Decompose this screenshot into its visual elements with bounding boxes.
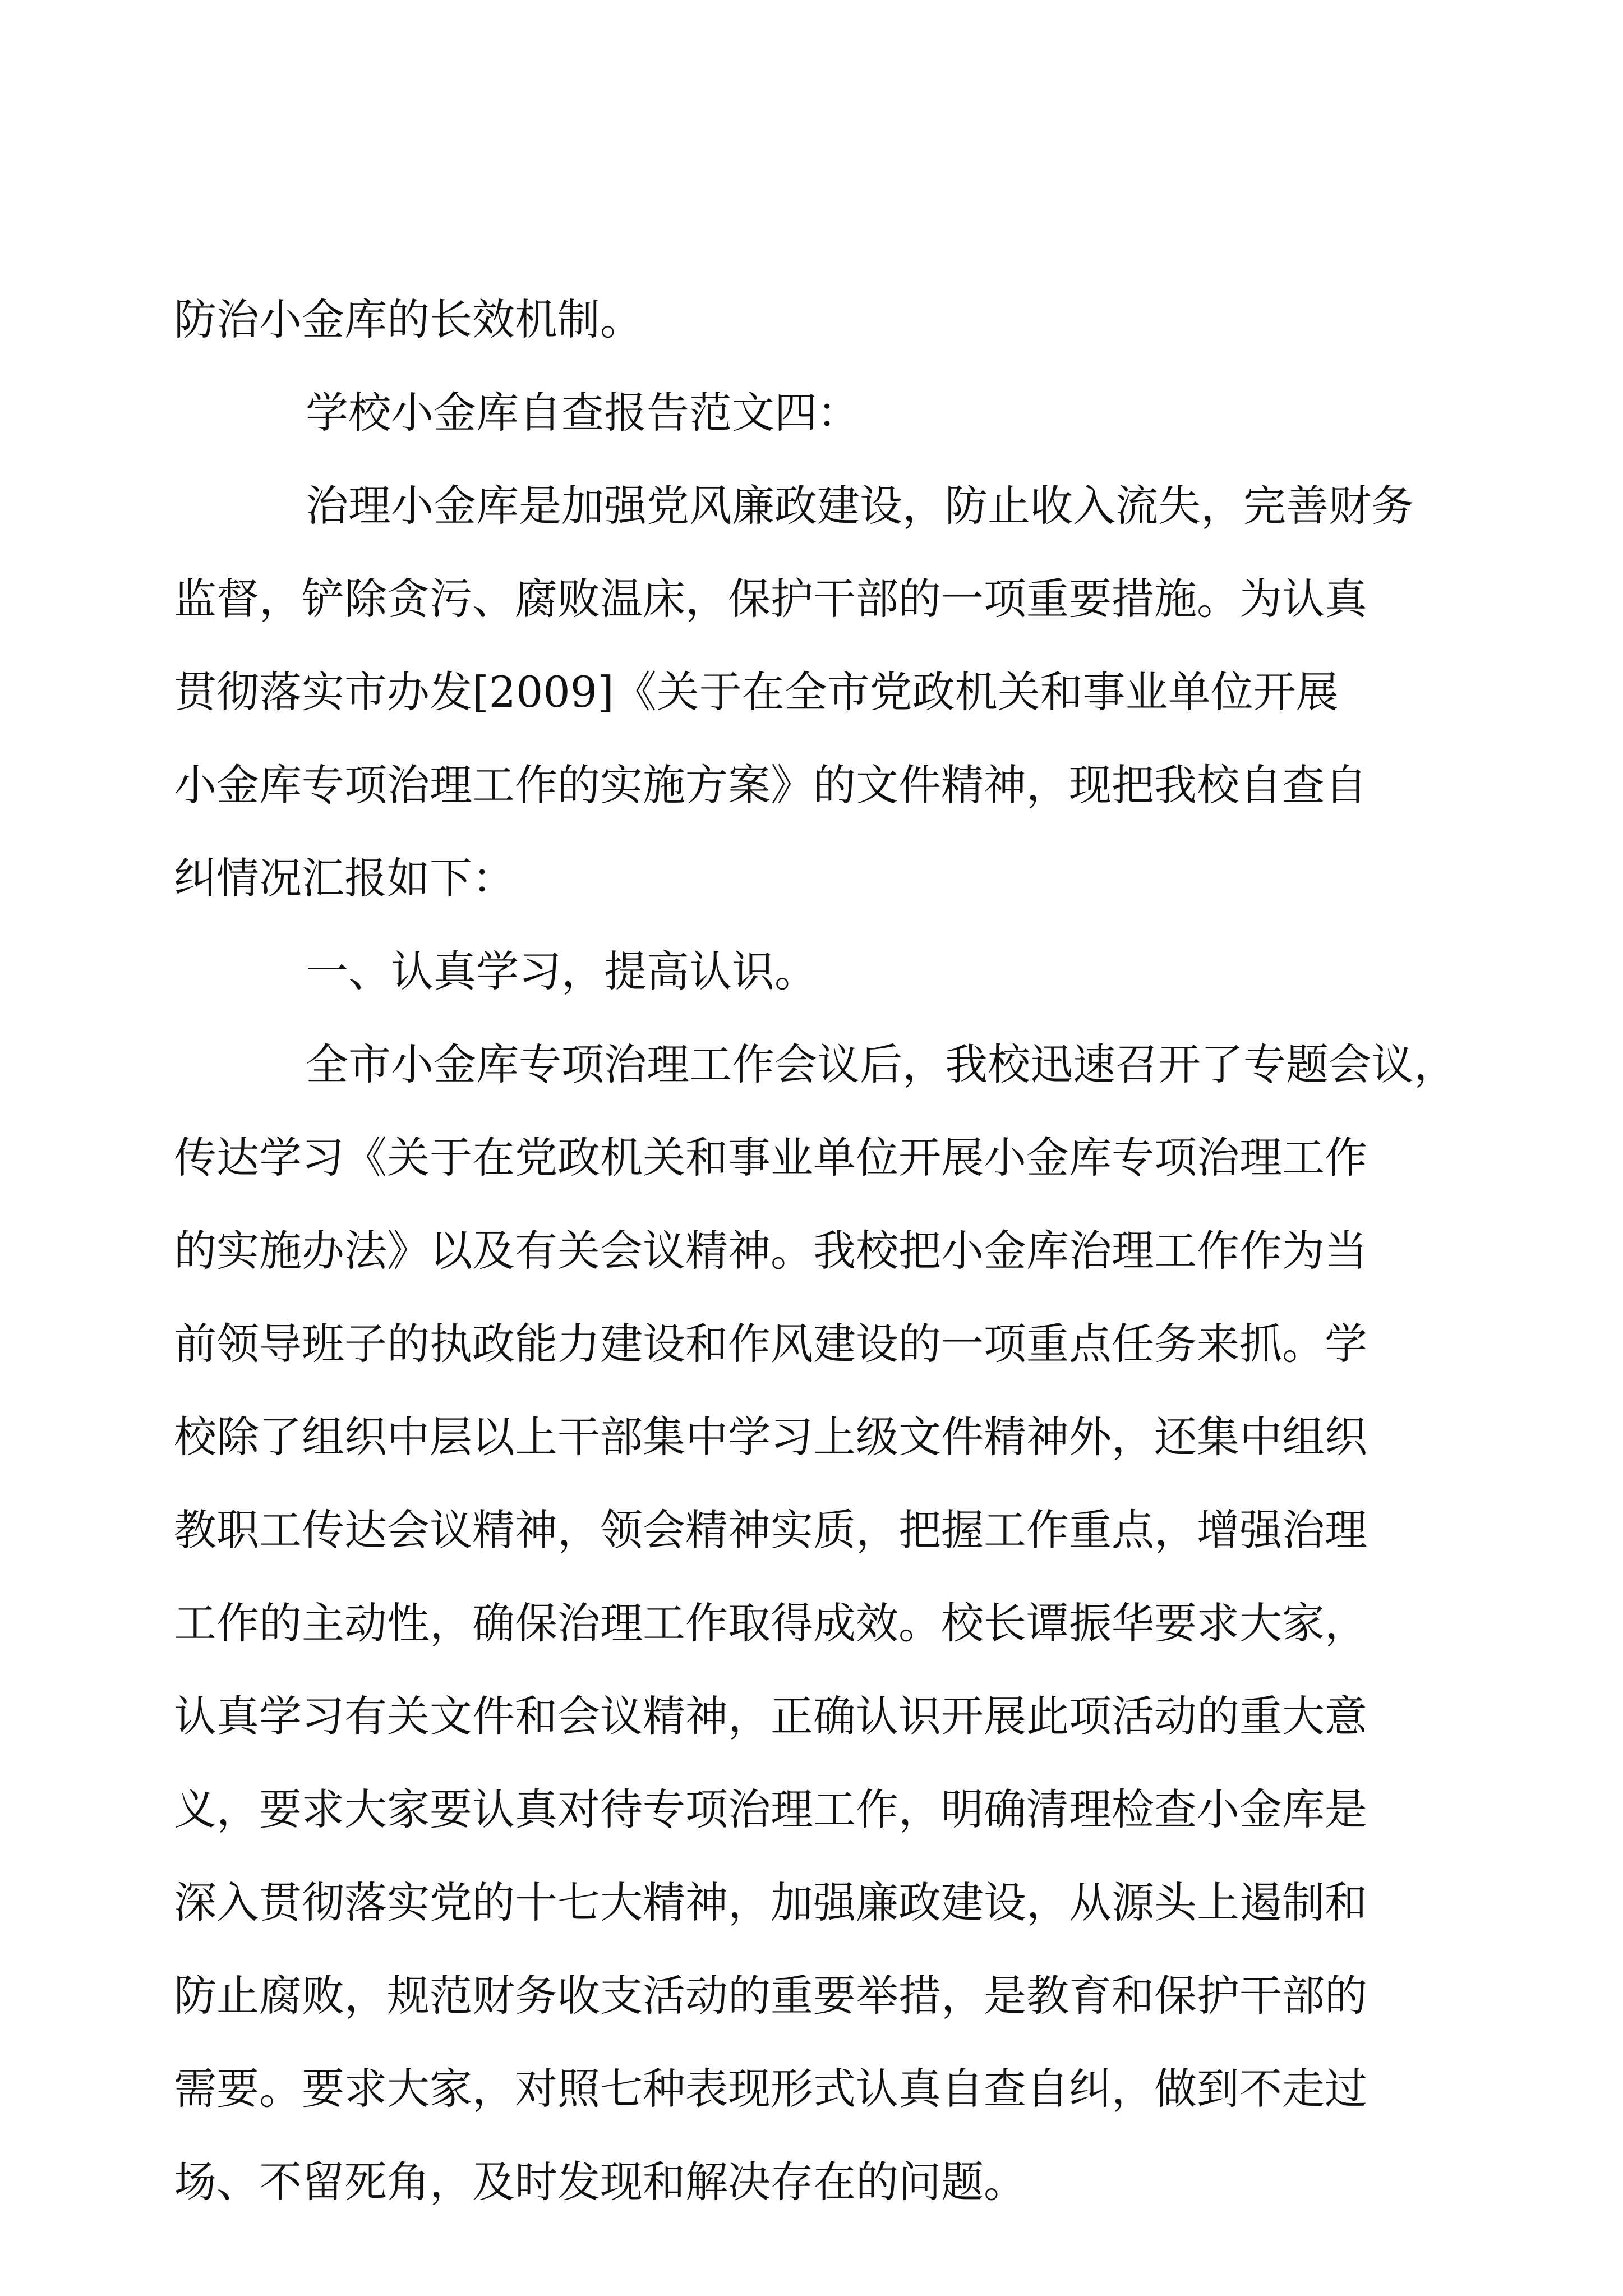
subheading: 一、认真学习，提高认识。 bbox=[306, 946, 817, 996]
text-line: 需要。要求大家，对照七种表现形式认真自查自纠，做到不走过 bbox=[174, 2064, 1367, 2114]
text-line: 全市小金库专项治理工作会议后，我校迅速召开了专题会议， bbox=[306, 1039, 1456, 1089]
text-line: 校除了组织中层以上干部集中学习上级文件精神外，还集中组织 bbox=[174, 1412, 1367, 1462]
text-line: 传达学习《关于在党政机关和事业单位开展小金库专项治理工作 bbox=[174, 1133, 1367, 1182]
text-line: 深入贯彻落实党的十七大精神，加强廉政建设，从源头上遏制和 bbox=[174, 1878, 1367, 1927]
text-line: 认真学习有关文件和会议精神，正确认识开展此项活动的重大意 bbox=[174, 1691, 1367, 1741]
text-line: 纠情况汇报如下： bbox=[174, 853, 515, 903]
text-line: 监督，铲除贪污、腐败温床，保护干部的一项重要措施。为认真 bbox=[174, 574, 1367, 624]
text-line: 防治小金库的长效机制。 bbox=[174, 295, 643, 344]
text-line: 治理小金库是加强党风廉政建设，防止收入流失，完善财务 bbox=[306, 481, 1414, 531]
text-line: 场、不留死角，及时发现和解决存在的问题。 bbox=[174, 2157, 1026, 2207]
text-line: 的实施办法》以及有关会议精神。我校把小金库治理工作作为当 bbox=[174, 1226, 1367, 1276]
text-line: 小金库专项治理工作的实施方案》的文件精神，现把我校自查自 bbox=[174, 760, 1367, 810]
text-line: 前领导班子的执政能力建设和作风建设的一项重点任务来抓。学 bbox=[174, 1319, 1367, 1369]
text-line: 工作的主动性，确保治理工作取得成效。校长谭振华要求大家， bbox=[174, 1598, 1367, 1648]
text-line: 义，要求大家要认真对待专项治理工作，明确清理检查小金库是 bbox=[174, 1784, 1367, 1834]
section-heading: 学校小金库自查报告范文四： bbox=[306, 388, 860, 438]
text-line: 防止腐败，规范财务收支活动的重要举措，是教育和保护干部的 bbox=[174, 1971, 1367, 2021]
text-line: 教职工传达会议精神，领会精神实质，把握工作重点，增强治理 bbox=[174, 1505, 1367, 1555]
text-line: 贯彻落实市办发[2009]《关于在全市党政机关和事业单位开展 bbox=[174, 667, 1339, 717]
